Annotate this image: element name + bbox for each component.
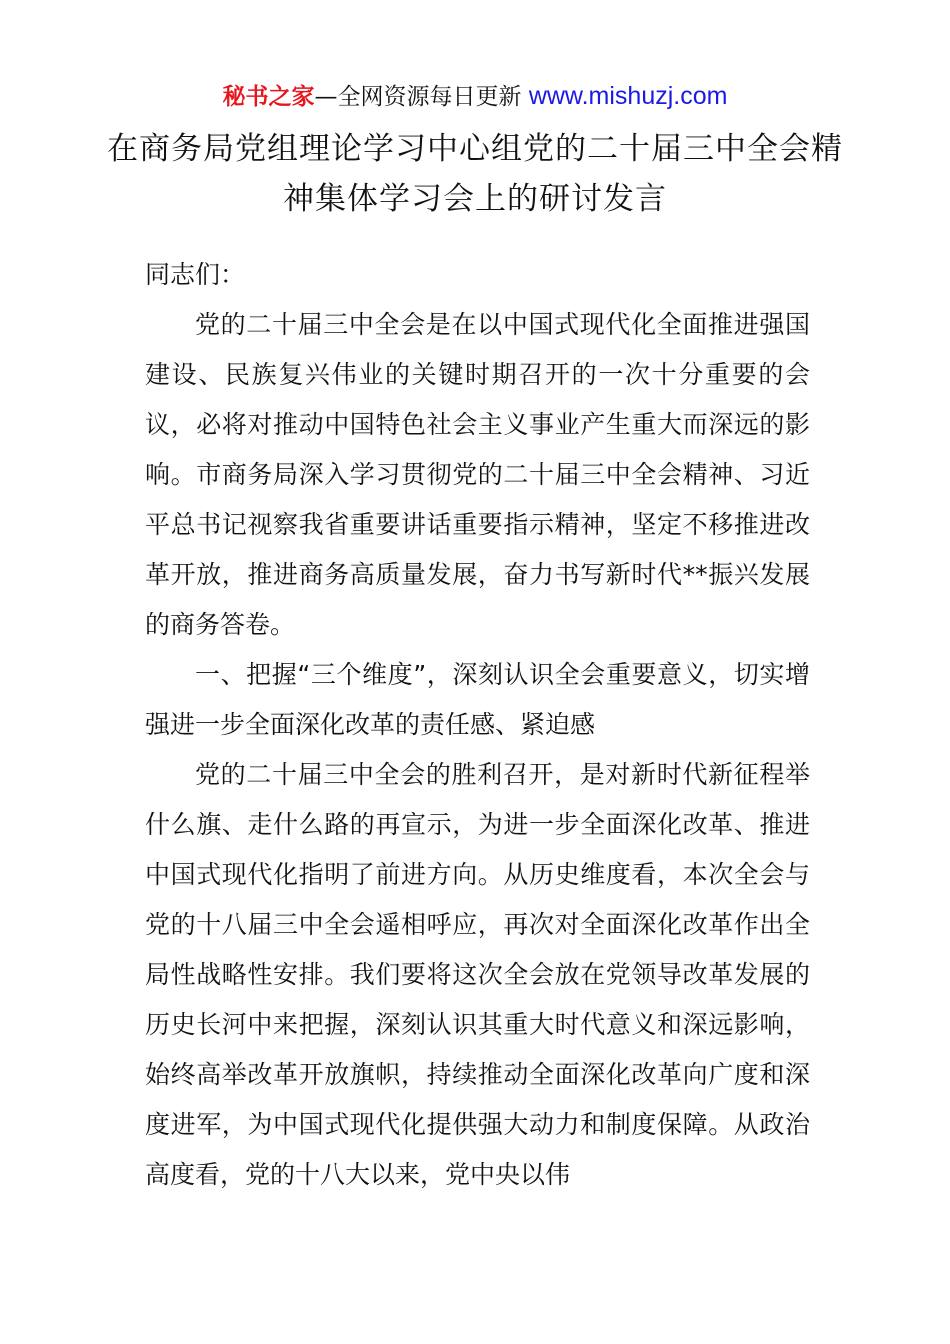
section-heading: 一、把握“三个维度”，深刻认识全会重要意义，切实增强进一步全面深化改革的责任感、紧迫感 xyxy=(145,660,810,739)
document-body xyxy=(145,250,810,1200)
salutation: 同志们： xyxy=(145,260,246,289)
site-header xyxy=(0,80,950,113)
document-title: 在商务局党组理论学习中心组党的二十届三中全会精神集体学习会上的研讨发言 xyxy=(107,131,843,217)
site-url-link[interactable]: www.mishuzj.com xyxy=(528,82,728,110)
body-paragraph: 党的二十届三中全会的胜利召开，是对新时代新征程举什么旗、走什么路的再宣示，为进一步全面深化改革、推进中国式现代化指明了前进方向。从历史维度看，本次全会与党的十八届三中全会遥相呼应，再次对全面深化改革作出全局性战略性安排。我们要将这次全会放在党领导改革发展的历史长河中来把握，深刻认识其重大时代意义和深远影响，始终高举改革开放旗帜，持续推动全面深化改革向广度和深度进军，为中国式现代化提供强大动力和制度保障。从政治高度看，党的十八大以来，党中央以伟 xyxy=(145,760,810,1189)
body-paragraph: 党的二十届三中全会是在以中国式现代化全面推进强国建设、民族复兴伟业的关键时期召开的一次十分重要的会议，必将对推动中国特色社会主义事业产生重大而深远的影响。市商务局深入学习贯彻党的二十届三中全会精神、习近平总书记视察我省重要讲话重要指示精神，坚定不移推进改革开放，推进商务高质量发展，奋力书写新时代**振兴发展的商务答卷。 xyxy=(145,310,810,639)
site-brand: 秘书之家 xyxy=(222,84,315,110)
site-tagline: —全网资源每日更新 xyxy=(314,84,529,110)
